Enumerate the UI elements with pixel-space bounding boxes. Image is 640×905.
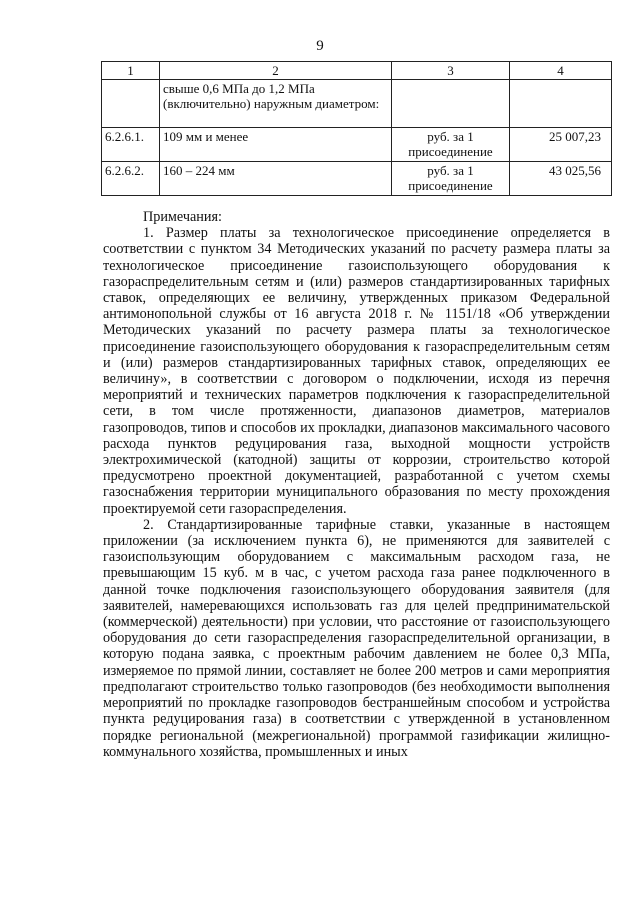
row-code: 6.2.6.2. bbox=[102, 162, 160, 196]
row-unit: руб. за 1 присоединение bbox=[392, 162, 510, 196]
row-description: 109 мм и менее bbox=[160, 128, 392, 162]
row-code bbox=[102, 80, 160, 128]
table-row bbox=[102, 128, 612, 162]
row-value: 43 025,56 bbox=[510, 162, 612, 196]
row-unit: руб. за 1 присоединение bbox=[392, 128, 510, 162]
row-description: свыше 0,6 МПа до 1,2 МПа (включительно) наружным диаметром: bbox=[160, 80, 392, 128]
page-number: 9 bbox=[316, 38, 324, 54]
header-cell: 2 bbox=[160, 62, 392, 80]
row-code: 6.2.6.1. bbox=[102, 128, 160, 162]
row-description: 160 – 224 мм bbox=[160, 162, 392, 196]
note-paragraph-1: 1. Размер платы за технологическое присоединение определяется в соответствии с пунктом 34 Методических указаний по расчету размера платы за технологическое присоединение газоиспользующего оборудования к газораспределительным сетям и (или) размеров стандартизированных тарифных ставок, определяющих ее величину, утвержденных приказом Федеральной антимонопольной службы от 16 августа 2018 г. № 1151/18 «Об утверждении Методических указаний по расчету размера платы за технологическое присоединение газоиспользующего оборудования к газораспределительным сетям и (или) размеров стандартизированных тарифных ставок, определяющих ее величину», в соответствии с договором о подключении, исходя из перечня мероприятий и технических параметров подключения к газораспределительной сети, в том числе протяженности, диапазонов диаметров, материалов газопроводов, типов и способов их прокладки, диапазонов максимального часового расхода пунктов редуцирования газа, выходной мощности устройств электрохимической (катодной) защиты от коррозии, строительство которой предусмотрено проектной документацией, разработанной с учетом схемы газоснабжения территории муниципального образования по месту прохождения проектируемой сети газораспределения. bbox=[103, 225, 610, 517]
header-cell: 3 bbox=[392, 62, 510, 80]
row-value bbox=[510, 80, 612, 128]
row-unit bbox=[392, 80, 510, 128]
table-row bbox=[102, 162, 612, 196]
tariff-table bbox=[101, 61, 612, 196]
note-paragraph-2: 2. Стандартизированные тарифные ставки, указанные в настоящем приложении (за исключением пункта 6), не применяются для заявителей с газоиспользующим оборудованием с максимальным расходом газа, не превышающим 15 куб. м в час, с учетом расхода газа ранее подключенного в данной точке подключения газоиспользующего оборудования заявителя (для заявителей, намеревающихся использовать газ для целей предпринимательской (коммерческой) деятельности) при условии, что расстояние от газоиспользующего оборудования до сети газораспределения газораспределительной организации, в которую подана заявка, с проектным рабочим давлением не более 0,3 МПа, измеряемое по прямой линии, составляет не более 200 метров и сами мероприятия предполагают строительство только газопроводов (без необходимости выполнения мероприятий по прокладке газопроводов бестраншейным способом и устройства пункта редуцирования газа) в соответствии с утвержденной в установленном порядке региональной (межрегиональной) программой газификации жилищно-коммунального хозяйства, промышленных и иных bbox=[103, 516, 610, 760]
row-value: 25 007,23 bbox=[510, 128, 612, 162]
header-cell: 4 bbox=[510, 62, 612, 80]
table-header-row bbox=[102, 62, 612, 80]
table-row bbox=[102, 80, 612, 128]
notes-section bbox=[103, 209, 610, 760]
notes-heading: Примечания: bbox=[143, 209, 222, 225]
header-cell: 1 bbox=[102, 62, 160, 80]
